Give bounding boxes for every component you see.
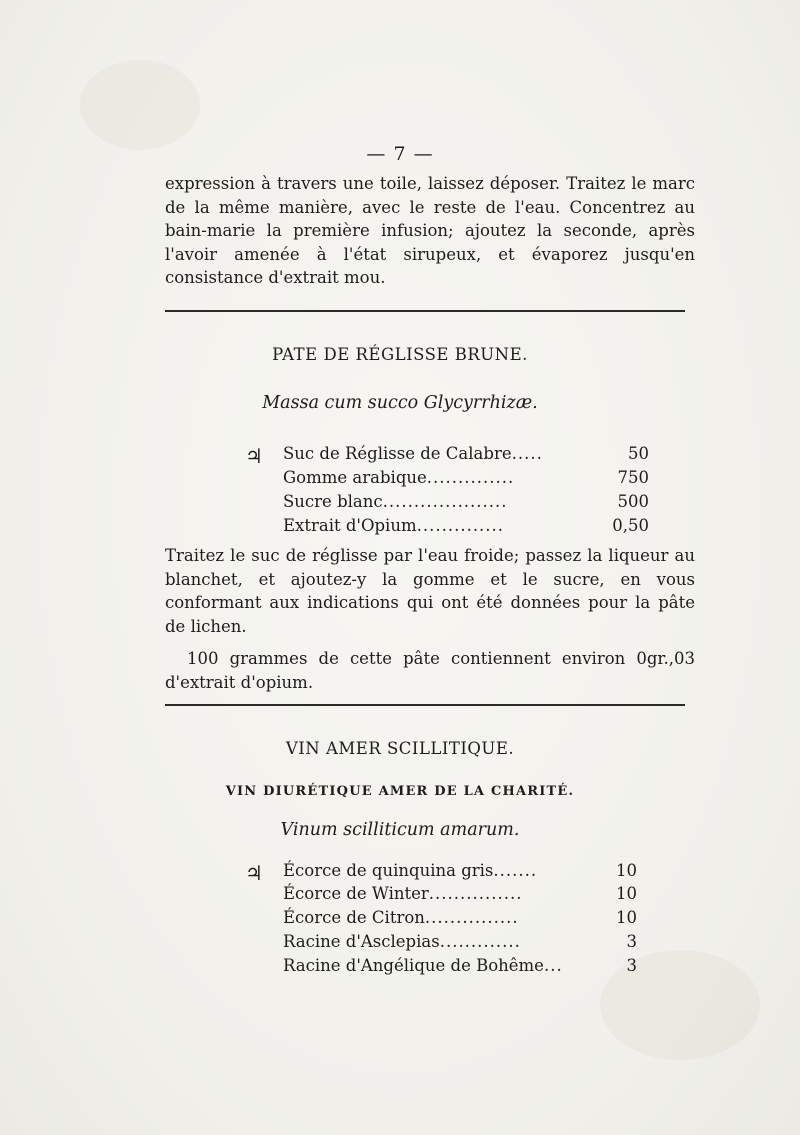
leader-dots: ..... <box>511 444 543 463</box>
ingredient-row <box>283 932 521 951</box>
ingredient-name: Suc de Réglisse de Calabre <box>283 444 512 463</box>
ingredient-row <box>283 884 522 903</box>
dosage-note: 100 grammes de cette pâte contiennent environ 0gr.,03 d'extrait d'opium. <box>165 649 695 692</box>
ingredient-name: Racine d'Asclepias <box>283 932 440 951</box>
section-subtitle: VIN DIURÉTIQUE AMER DE LA CHARITÉ. <box>225 784 575 799</box>
paper-stain <box>80 60 200 150</box>
ingredient-quantity: 3 <box>626 932 637 951</box>
ingredient-name: Gomme arabique <box>283 468 427 487</box>
ingredient-name: Écorce de Winter <box>283 884 429 903</box>
latin-name: Massa cum succo Glycyrrhizæ. <box>262 393 538 413</box>
recipe-symbol-icon: ♃ <box>245 861 263 885</box>
instructions-paragraph: Traitez le suc de réglisse par l'eau froide; passez la liqueur au blanchet, et ajoutez-y la gomme et le sucre, en vous conformant aux indications qui ont été données pour la pâte de lichen. <box>165 546 695 636</box>
ingredient-quantity: 50 <box>628 444 649 463</box>
ingredient-quantity: 10 <box>616 861 637 880</box>
leader-dots: ............... <box>428 884 523 903</box>
ingredient-quantity: 750 <box>617 468 649 487</box>
ingredient-quantity: 0,50 <box>612 516 649 535</box>
ingredient-quantity: 3 <box>626 956 637 975</box>
leader-dots: ............... <box>424 908 519 927</box>
section-divider <box>165 704 685 706</box>
recipe-symbol-icon: ♃ <box>245 444 263 468</box>
ingredient-quantity: 500 <box>617 492 649 511</box>
leader-dots: .............. <box>426 468 515 487</box>
leader-dots: ... <box>543 956 563 975</box>
ingredient-row <box>283 468 514 487</box>
ingredient-quantity: 10 <box>616 908 637 927</box>
latin-name: Vinum scilliticum amarum. <box>280 820 520 840</box>
section-title: VIN AMER SCILLITIQUE. <box>285 739 515 758</box>
section-title: PATE DE RÉGLISSE BRUNE. <box>272 345 528 364</box>
ingredient-name: Écorce de Citron <box>283 908 425 927</box>
ingredient-name: Écorce de quinquina gris <box>283 861 494 880</box>
ingredient-name: Extrait d'Opium <box>283 516 417 535</box>
ingredient-name: Sucre blanc <box>283 492 383 511</box>
leader-dots: .................... <box>382 492 508 511</box>
ingredient-name: Racine d'Angélique de Bohême <box>283 956 544 975</box>
ingredient-quantity: 10 <box>616 884 637 903</box>
ingredient-row <box>283 516 504 535</box>
page-number: — 7 — <box>366 143 434 165</box>
leader-dots: .............. <box>416 516 505 535</box>
ingredient-row <box>283 492 508 511</box>
leader-dots: ............. <box>439 932 521 951</box>
intro-paragraph: expression à travers une toile, laissez déposer. Traitez le marc de la même manière, avec le reste de l'eau. Concentrez au bain-marie la première infusion; ajoutez la seconde, après l'avoir amenée à l'état sirupeux, et évaporez jusqu'en consistance d'extrait mou. <box>165 174 695 287</box>
leader-dots: ....... <box>493 861 538 880</box>
ingredient-row <box>283 861 537 880</box>
ingredient-row <box>283 908 519 927</box>
section-divider <box>165 310 685 312</box>
ingredient-row <box>283 956 563 975</box>
ingredient-row <box>283 444 543 463</box>
